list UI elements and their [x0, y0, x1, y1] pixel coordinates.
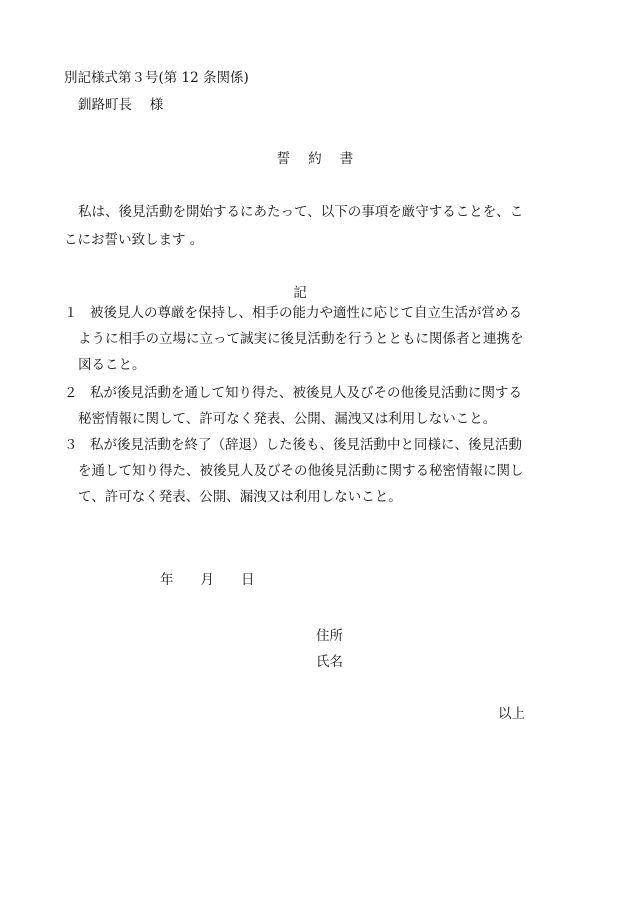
item-text: ように相手の立場に立って誠実に後見活動を行うとともに関係者と連携を — [78, 331, 524, 347]
name-label: 氏名 — [316, 654, 343, 670]
item-text: て、許可なく発表、公開、漏洩又は利用しないこと。 — [78, 489, 402, 505]
title-char-1: 誓 — [276, 151, 291, 167]
address-label: 住所 — [316, 628, 343, 644]
document-title — [0, 147, 630, 167]
item-text: 被後見人の尊厳を保持し、相手の能力や適性に応じて自立生活が営める — [90, 305, 522, 321]
form-number: 別記様式第３号(第 12 条関係) — [64, 70, 249, 86]
ki-label: 記 — [293, 285, 307, 301]
item-text: 私が後見活動を通して知り得た、被後見人及びその他後見活動に関する — [90, 385, 522, 401]
item-text: 私が後見活動を終了（辞退）した後も、後見活動中と同様に、後見活動 — [90, 437, 522, 453]
list-item — [64, 380, 554, 432]
item-text: 秘密情報に関して、許可なく発表、公開、漏洩又は利用しないこと。 — [78, 411, 497, 427]
list-item — [64, 432, 554, 510]
intro-line-1: 私は、後見活動を開始するにあたって、以下の事項を厳守することを、こ — [78, 204, 524, 220]
addressee: 釧路町長 様 — [78, 97, 164, 113]
closing-text: 以上 — [498, 706, 525, 722]
title-char-2: 約 — [308, 151, 322, 167]
item-number: １ — [64, 305, 78, 321]
list-item — [64, 300, 554, 378]
item-number: ３ — [64, 437, 78, 453]
item-text: を通して知り得た、被後見人及びその他後見活動に関する秘密情報に関し — [78, 463, 524, 479]
item-text: 図ること。 — [78, 357, 146, 373]
item-number: ２ — [64, 385, 78, 401]
intro-line-2: こにお誓い致します 。 — [64, 232, 204, 248]
date-line: 年 月 日 — [160, 572, 255, 588]
title-char-3: 書 — [339, 151, 354, 167]
